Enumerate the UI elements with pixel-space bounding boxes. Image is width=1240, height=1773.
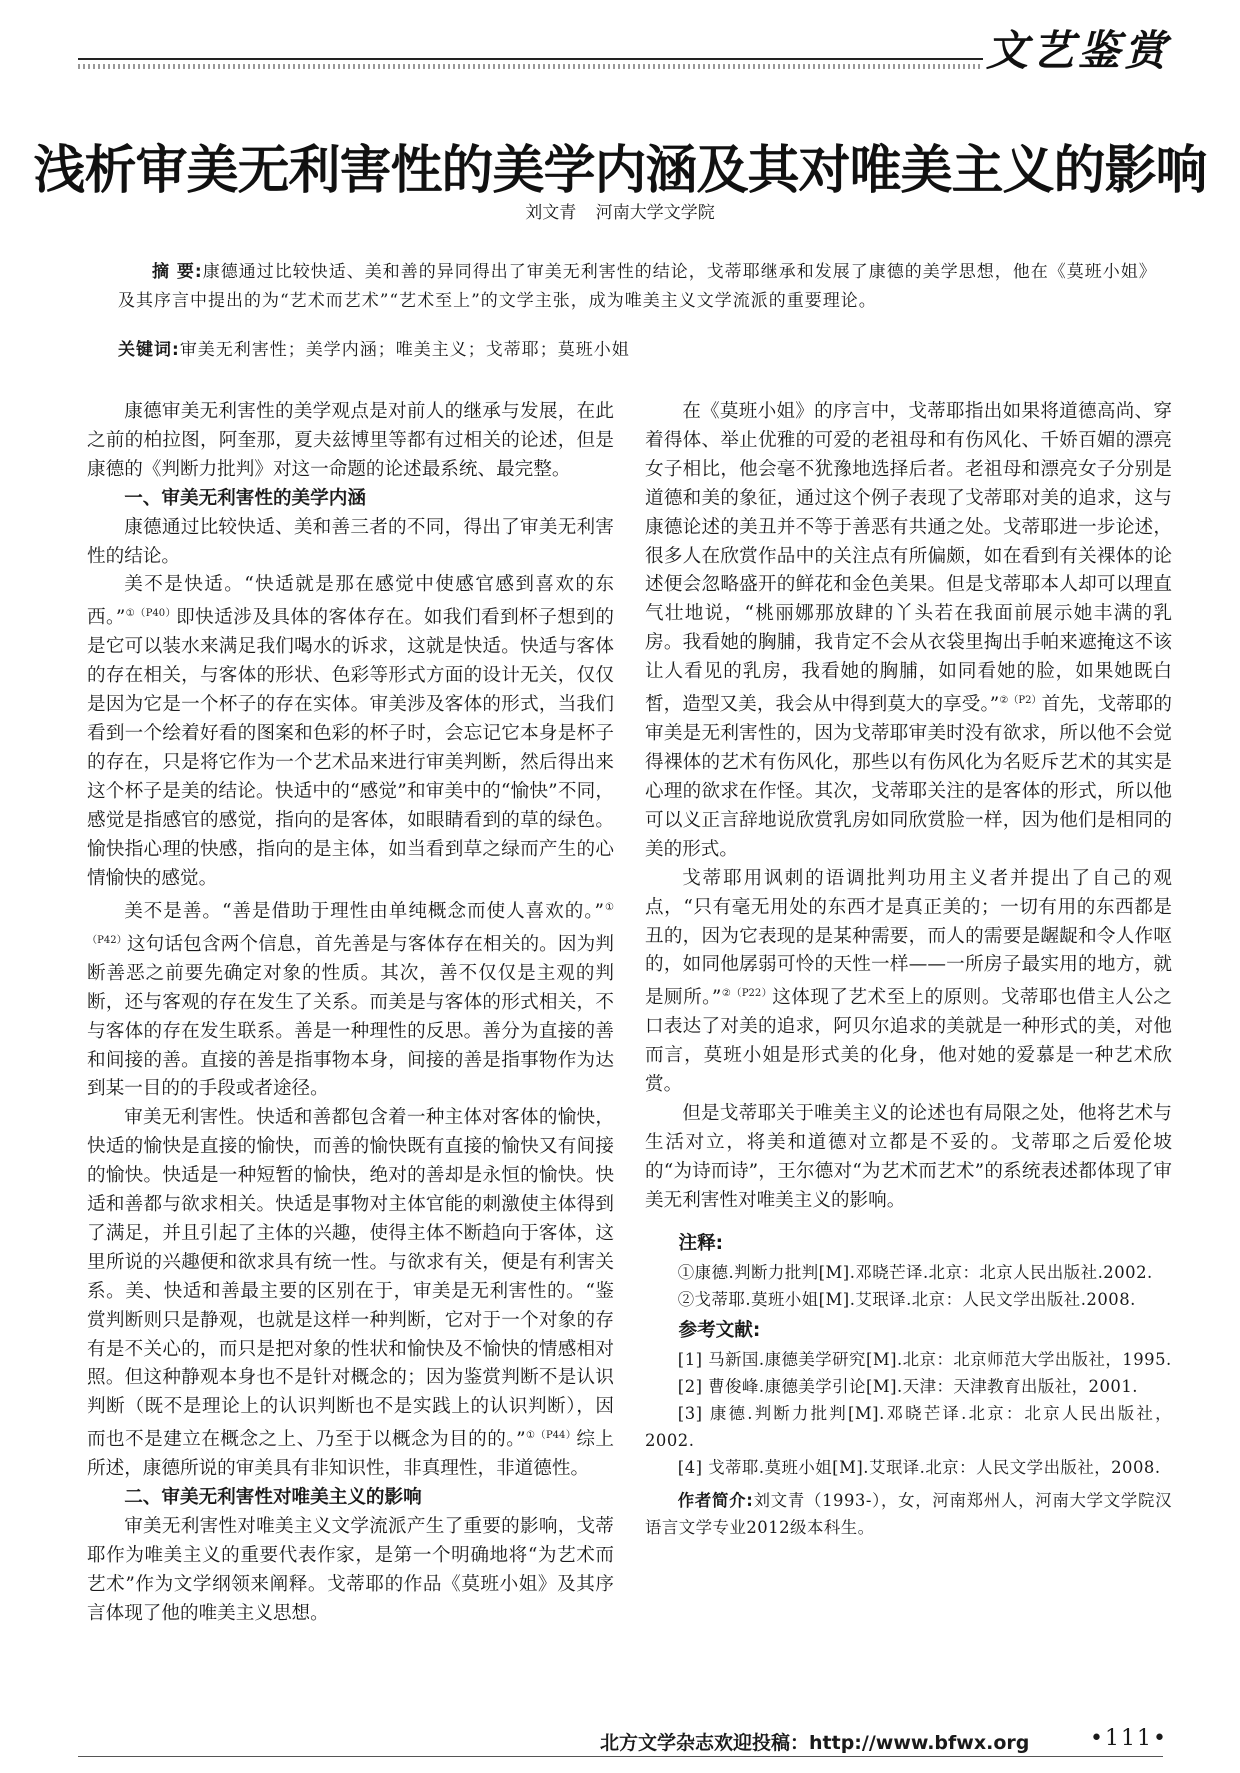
reference-item: [3] 康德.判断力批判[M].邓晓芒译.北京：北京人民出版社，2002. [645,1403,1172,1450]
citation: ①（P44） [525,1430,577,1442]
reference-item: [2] 曹俊峰.康德美学引论[M].天津：天津教育出版社，2001. [677,1376,1138,1396]
section-label: 文艺鉴赏 [985,26,1170,75]
keywords-label: 关键词: [118,340,180,360]
keywords-text: 审美无利害性；美学内涵；唯美主义；戈蒂耶；莫班小姐 [179,340,630,360]
paragraph: 审美无利害性。快适和善都包含着一种主体对客体的愉快，快适的愉快是直接的愉快，而善的愉快既有直接的愉快又有间接的愉快。快适是一种短暂的愉快，绝对的善却是永恒的愉快。快适和善都与欲求相关。快适是事物对主体官能的刺激使主体得到了满足，并且引起了主体的兴趣，使得主体不断趋向于客体，这里所说的兴趣便和欲求具有统一性。与欲求有关，便是有利害关系。美、快适和善最主要的区别在于，审美是无利害性的。“鉴赏判断则只是静观，也就是这样一种判断，它对于一个对象的存有是不关心的，而只是把对象的性状和愉快及不愉快的情感相对照。但这种静观本身也不是针对概念的；因为鉴赏判断不是认识判断（既不是理论上的认识判断也不是实践上的认识判断），因而也不是建立在概念之上、乃至于以概念为目的的。”$^{①(P44)}$综上所述，康德所说的审美具有非知识性，非真理性，非道德性。 [87,1107,614,1480]
section-heading-1: 一、审美无利害性的美学内涵 [124,487,366,509]
paragraph: 审美无利害性对唯美主义文学流派产生了重要的影响，戈蒂耶作为唯美主义的重要代表作家，是第一个明确地将“为艺术而艺术”作为文学纲领来阐释。戈蒂耶的作品《莫班小姐》及其序言体现了他的唯美主义思想。 [87,1516,614,1624]
paragraph: 在《莫班小姐》的序言中，戈蒂耶指出如果将道德高尚、穿着得体、举止优雅的可爱的老祖母和有伤风化、千娇百媚的漂亮女子相比，他会毫不犹豫地选择后者。老祖母和漂亮女子分别是道德和美的象征，通过这个例子表现了戈蒂耶对美的追求，这与康德论述的美丑并不等于善恶有共通之处。戈蒂耶进一步论述，很多人在欣赏作品中的关注点有所偏颇，如在看到有关裸体的论述便会忽略盛开的鲜花和金色美果。但是戈蒂耶本人却可以理直气壮地说，“桃丽娜那放肆的丫头若在我面前展示她丰满的乳房。我看她的胸脯，我肯定不会从衣袋里掏出手帕来遮掩这不该让人看见的乳房，我看她的胸脯，如同看她的脸，如果她既白皙，造型又美，我会从中得到莫大的享受。”$^{②(P2)}$首先，戈蒂耶的审美是无利害性的，因为戈蒂耶审美时没有欲求，所以他不会觉得裸体的艺术有伤风化，那些以有伤风化为名贬斥艺术的其实是心理的欲求在作怪。其次，戈蒂耶关注的是客体的形式，所以他可以义正言辞地说欣赏乳房如同欣赏脸一样，因为他们是相同的美的形式。 [645,401,1172,860]
right-column [645,398,1172,1541]
left-column [87,398,614,1629]
references-heading: 参考文献: [678,1319,761,1341]
paragraph: 康德审美无利害性的美学观点是对前人的继承与发展，在此之前的柏拉图，阿奎那，夏夫兹博里等都有过相关的论述，但是康德的《判断力批判》对这一命题的论述最系统、最完整。 [87,401,614,480]
top-dotted-rule [78,64,983,69]
citation: ①（P42） [87,901,614,946]
citation: ①（P40） [125,608,177,620]
abstract-label: 摘 要: [152,262,203,282]
reference-item: [1] 马新国.康德美学研究[M].北京：北京师范大学出版社，1995. [677,1349,1172,1369]
keywords [118,336,1173,365]
paragraph: 戈蒂耶用讽刺的语调批判功用主义者并提出了自己的观点，“只有毫无用处的东西才是真正美的；一切有用的东西都是丑的，因为它表现的是某种需要，而人的需要是龌龊和令人作呕的，如同他孱弱可怜的天性一样——一所房子最实用的地方，就是厕所。”$^{②(P22)}$这体现了艺术至上的原则。戈蒂耶也借主人公之口表达了对美的追求，阿贝尔追求的美就是一种形式的美，对他而言，莫班小姐是形式美的化身，他对她的爱慕是一种艺术欣赏。 [645,867,1172,1096]
reference-item: [4] 戈蒂耶.莫班小姐[M].艾珉译.北京：人民文学出版社，2008. [677,1457,1161,1477]
citation: ②（P2） [999,695,1042,707]
article-title: 浅析审美无利害性的美学内涵及其对唯美主义的影响 [33,141,1207,201]
paragraph: 美不是快适。“快适就是那在感觉中使感官感到喜欢的东西。”$^{①(P40)}$即快适涉及具体的客体存在。如我们看到杯子想到的是它可以装水来满足我们喝水的诉求，这就是快适。快适与客体的存在相关，与客体的形状、色彩等形式方面的设计无关，仅仅是因为它是一个杯子的存在实体。审美涉及客体的形式，当我们看到一个绘着好看的图案和色彩的杯子时，会忘记它本身是杯子的存在，只是将它作为一个艺术品来进行审美判断，然后得出来这个杯子是美的结论。快适中的“感觉”和审美中的“愉快”不同，感觉是指感官的感觉，指向的是客体，如眼睛看到的草的绿色。愉快指心理的快感，指向的是主体，如当看到草之绿而产生的心情愉快的感觉。 [87,574,614,889]
paragraph: 但是戈蒂耶关于唯美主义的论述也有局限之处，他将艺术与生活对立，将美和道德对立都是不妥的。戈蒂耶之后爱伦坡的“为诗而诗”，王尔德对“为艺术而艺术”的系统表述都体现了审美无利害性对唯美主义的影响。 [645,1103,1172,1211]
note-item: ①康德.判断力批判[M].邓晓芒译.北京：北京人民出版社.2002. [677,1262,1153,1282]
section-heading-2: 二、审美无利害性对唯美主义的影响 [124,1487,422,1509]
author-byline: 刘文青 河南大学文学院 [525,203,715,223]
paragraph: 康德通过比较快适、美和善三者的不同，得出了审美无利害性的结论。 [87,516,614,567]
footer-submission-note: 北方文学杂志欢迎投稿：http://www.bfwx.org [600,1732,1030,1754]
note-item: ②戈蒂耶.莫班小姐[M].艾珉译.北京：人民文学出版社.2008. [677,1289,1136,1309]
bottom-rule [78,1756,1163,1757]
paragraph: 美不是善。“善是借助于理性由单纯概念而使人喜欢的。”$^{①(P42)}$这句话包含两个信息，首先善是与客体存在相关的。因为判断善恶之前要先确定对象的性质。其次，善不仅仅是主观的判断，还与客观的存在发生了关系。而美是与客体的形式相关，不与客体的存在发生联系。善是一种理性的反思。善分为直接的善和间接的善。直接的善是指事物本身，间接的善是指事物作为达到某一目的的手段或者途径。 [87,900,615,1100]
author-bio: 作者简介:刘文青（1993-），女，河南郑州人，河南大学文学院汉语言文学专业2012级本科生。 [645,1490,1172,1537]
abstract-text: 康德通过比较快适、美和善的异同得出了审美无利害性的结论，戈蒂耶继承和发展了康德的美学思想，他在《莫班小姐》及其序言中提出的为“艺术而艺术”“艺术至上”的文学主张，成为唯美主义文学流派的重要理论。 [118,262,1157,311]
abstract [118,258,1173,316]
citation: ②（P22） [721,988,773,1000]
notes-heading: 注释: [678,1232,724,1254]
page-number: •111• [1090,1726,1168,1751]
author-bio-label: 作者简介: [677,1490,754,1510]
top-rule [78,58,983,60]
